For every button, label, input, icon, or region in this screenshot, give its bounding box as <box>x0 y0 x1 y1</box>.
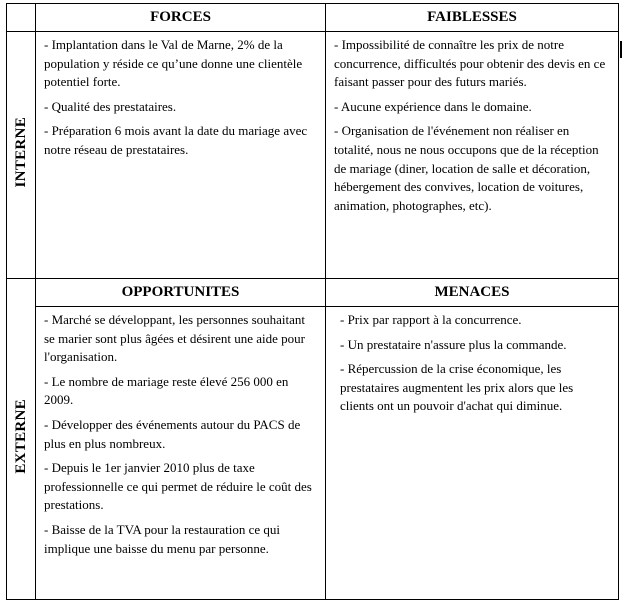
opportunity-item: - Depuis le 1er janvier 2010 plus de taxe professionnelle ce qui permet de réduire le coût des prestations. <box>44 460 312 513</box>
external-row <box>7 307 619 600</box>
page-edge-marker <box>620 41 622 58</box>
internal-row <box>7 32 619 279</box>
internal-label: INTERNE <box>12 117 29 188</box>
strength-item: - Implantation dans le Val de Marne, 2% de la population y réside ce qu’une donne une clientèle potentiel forte. <box>44 37 303 90</box>
header-row-external <box>7 279 619 307</box>
header-threats: MENACES <box>326 279 619 307</box>
weakness-item: - Organisation de l'événement non réaliser en totalité, nous ne nous occupons que de la réception de mariage (diner, location de salle et décoration, hébergement des convives, location de voitures, animation, photographes, etc). <box>334 123 599 213</box>
internal-label-cell <box>7 32 36 279</box>
opportunity-item: - Développer des événements autour du PACS de plus en plus nombreux. <box>44 416 301 451</box>
threat-item: - Un prestataire n'assure plus la commande. <box>340 336 567 352</box>
header-opportunities: OPPORTUNITES <box>36 279 326 307</box>
opportunity-item: - Baisse de la TVA pour la restauration ce qui implique une baisse du menu par personne. <box>44 521 280 556</box>
strengths-cell <box>36 32 326 279</box>
opportunities-cell <box>36 307 326 600</box>
header-weaknesses: FAIBLESSES <box>326 4 619 32</box>
external-label-cell <box>7 279 36 600</box>
threats-cell <box>326 307 619 600</box>
swot-table <box>6 3 619 600</box>
opportunity-item: - Le nombre de mariage reste élevé 256 000 en 2009. <box>44 373 289 408</box>
weakness-item: - Impossibilité de connaître les prix de notre concurrence, difficultés pour obtenir des devis en ce faisant passer pour des futurs mariés. <box>334 37 606 90</box>
header-strengths: FORCES <box>36 4 326 32</box>
header-row-internal <box>7 4 619 32</box>
external-label: EXTERNE <box>12 399 29 474</box>
strength-item: - Qualité des prestataires. <box>44 98 177 114</box>
threat-item: - Répercussion de la crise économique, les prestataires augmentent les prix alors que les clients ont un pouvoir d'achat qui diminue. <box>340 361 574 414</box>
opportunity-item: - Marché se développant, les personnes souhaitant se marier sont plus âgées et désirent une aide pour l'organisation. <box>44 312 306 365</box>
corner-cell <box>7 4 36 32</box>
strength-item: - Préparation 6 mois avant la date du mariage avec notre réseau de prestataires. <box>44 123 308 157</box>
threat-item: - Prix par rapport à la concurrence. <box>340 312 522 327</box>
weakness-item: - Aucune expérience dans le domaine. <box>334 98 532 114</box>
weaknesses-cell <box>326 32 619 279</box>
